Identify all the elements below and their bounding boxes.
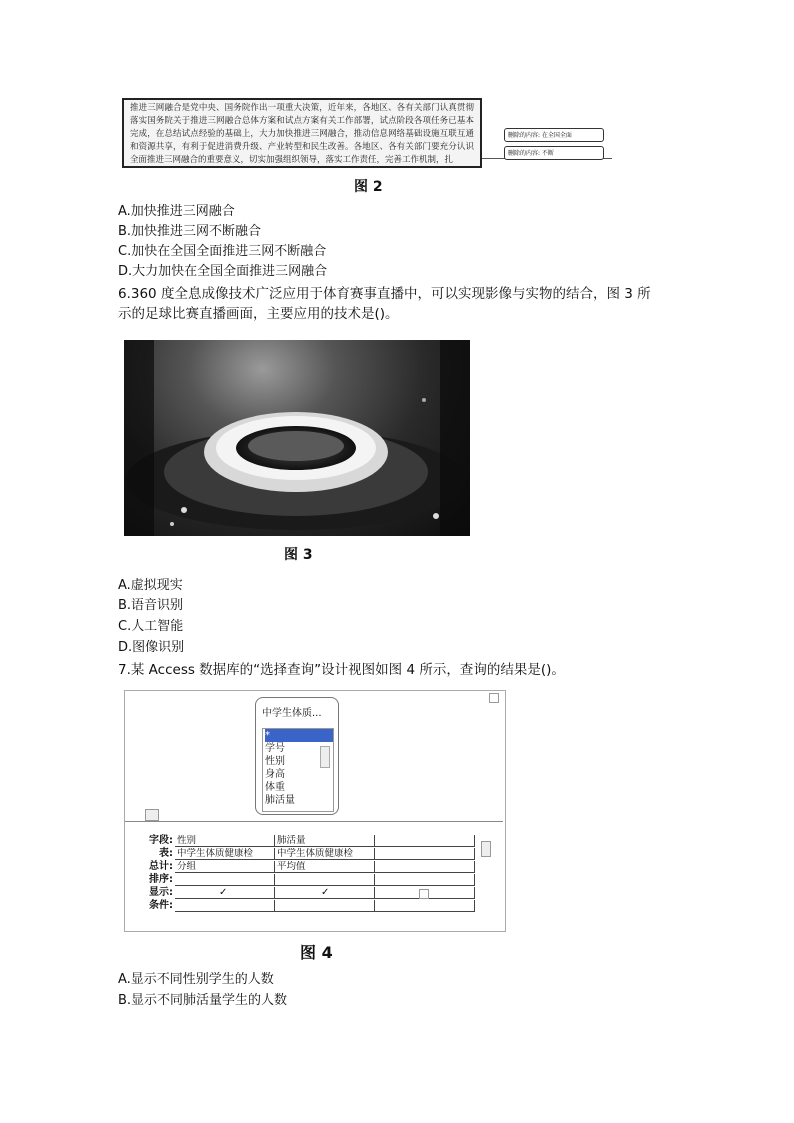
- q6-question-line2: 示的足球比赛直播画面，主要应用的技术是()。: [118, 306, 399, 322]
- col1-table-cell[interactable]: 中学生体质健康检: [175, 848, 275, 860]
- field-item[interactable]: 学号: [265, 743, 285, 754]
- design-grid: [125, 827, 503, 927]
- col1-sort-cell[interactable]: [175, 874, 275, 886]
- col3-table-cell[interactable]: [375, 848, 475, 860]
- row-label-field: 字段:: [149, 835, 173, 846]
- horizontal-scroll-thumb[interactable]: [145, 809, 159, 821]
- q6-option-d: D.图像识别: [118, 640, 185, 655]
- excerpt-text: 推进三网融合是党中央、国务院作出一项重大决策，近年来，各地区、各有关部门认真贯彻落实国务院关于推进三网融合总体方案和试点方案有关工作部署，试点阶段各项任务已基本完成，在总结试点经验的基础上，大力加快推进三网融合，推动信息网络基础设施互联互通和资源共享，有利于促进消费升级、产业转型和民生改善。各地区、各有关部门要充分认识全面推进三网融合的重要意义，切实加强组织领导，落实工作责任，完善工作机制，扎: [130, 103, 474, 165]
- col1-criteria-cell[interactable]: [175, 900, 275, 912]
- col2-field-cell[interactable]: 肺活量: [275, 835, 375, 847]
- col1-show-checkbox[interactable]: ✓: [219, 887, 228, 898]
- field-item[interactable]: 体重: [265, 782, 285, 793]
- q6-option-a: A.虚拟现实: [118, 578, 183, 593]
- field-item[interactable]: 肺活量: [265, 795, 295, 806]
- q6-question-line1: 6.360 度全息成像技术广泛应用于体育赛事直播中，可以实现影像与实物的结合，图 3 所: [118, 286, 651, 302]
- col1-field-cell[interactable]: 性别: [175, 835, 275, 847]
- col2-total-cell[interactable]: 平均值: [275, 861, 375, 873]
- figure-4-caption: 图 4: [300, 943, 333, 962]
- q7-option-b: B.显示不同肺活量学生的人数: [118, 993, 288, 1008]
- row-label-criteria: 条件:: [149, 900, 173, 911]
- figure-4-query-design-view: [124, 690, 506, 932]
- field-list[interactable]: [262, 728, 334, 812]
- revision-comment-1: 删除的内容: 在全国全面: [504, 128, 604, 142]
- col3-show-checkbox[interactable]: [419, 889, 429, 899]
- table-pane: [125, 691, 503, 822]
- q5-option-d: D.大力加快在全国全面推进三网融合: [118, 264, 328, 279]
- field-list-scrollbar[interactable]: [320, 746, 330, 768]
- col2-show-checkbox[interactable]: ✓: [321, 887, 330, 898]
- col2-criteria-cell[interactable]: [275, 900, 375, 912]
- document-excerpt: [122, 98, 482, 168]
- stadium-illustration: [124, 340, 470, 536]
- figure-2: [122, 98, 612, 170]
- col3-total-cell[interactable]: [375, 861, 475, 873]
- table-field-list[interactable]: [255, 697, 339, 815]
- q5-option-c: C.加快在全国全面推进三网不断融合: [118, 244, 327, 259]
- q5-option-b: B.加快推进三网不断融合: [118, 224, 262, 239]
- row-label-show: 显示:: [149, 887, 173, 898]
- row-label-sort: 排序:: [149, 874, 173, 885]
- revision-comment-2: 删除的内容: 不断: [504, 146, 604, 160]
- grid-vertical-scrollbar[interactable]: [481, 841, 491, 857]
- q5-option-a: A.加快推进三网融合: [118, 204, 235, 219]
- field-item[interactable]: 身高: [265, 769, 285, 780]
- q6-option-c: C.人工智能: [118, 619, 184, 634]
- col1-total-cell[interactable]: 分组: [175, 861, 275, 873]
- figure-3-caption: 图 3: [284, 547, 313, 563]
- row-label-total: 总计:: [149, 861, 173, 872]
- figure-2-caption: 图 2: [354, 179, 383, 195]
- col2-sort-cell[interactable]: [275, 874, 375, 886]
- col3-field-cell[interactable]: [375, 835, 475, 847]
- table-title: 中学生体质...: [262, 708, 322, 719]
- col3-sort-cell[interactable]: [375, 874, 475, 886]
- col2-table-cell[interactable]: 中学生体质健康检: [275, 848, 375, 860]
- scroll-up-icon[interactable]: [489, 693, 499, 703]
- q7-option-a: A.显示不同性别学生的人数: [118, 972, 274, 987]
- row-label-table: 表:: [159, 848, 173, 859]
- q6-option-b: B.语音识别: [118, 598, 184, 613]
- col3-criteria-cell[interactable]: [375, 900, 475, 912]
- figure-3-stadium-photo: [124, 340, 470, 536]
- field-item[interactable]: 性别: [265, 756, 285, 767]
- q7-question: 7.某 Access 数据库的“选择查询”设计视图如图 4 所示，查询的结果是()。: [118, 662, 565, 678]
- field-item[interactable]: *: [265, 729, 333, 742]
